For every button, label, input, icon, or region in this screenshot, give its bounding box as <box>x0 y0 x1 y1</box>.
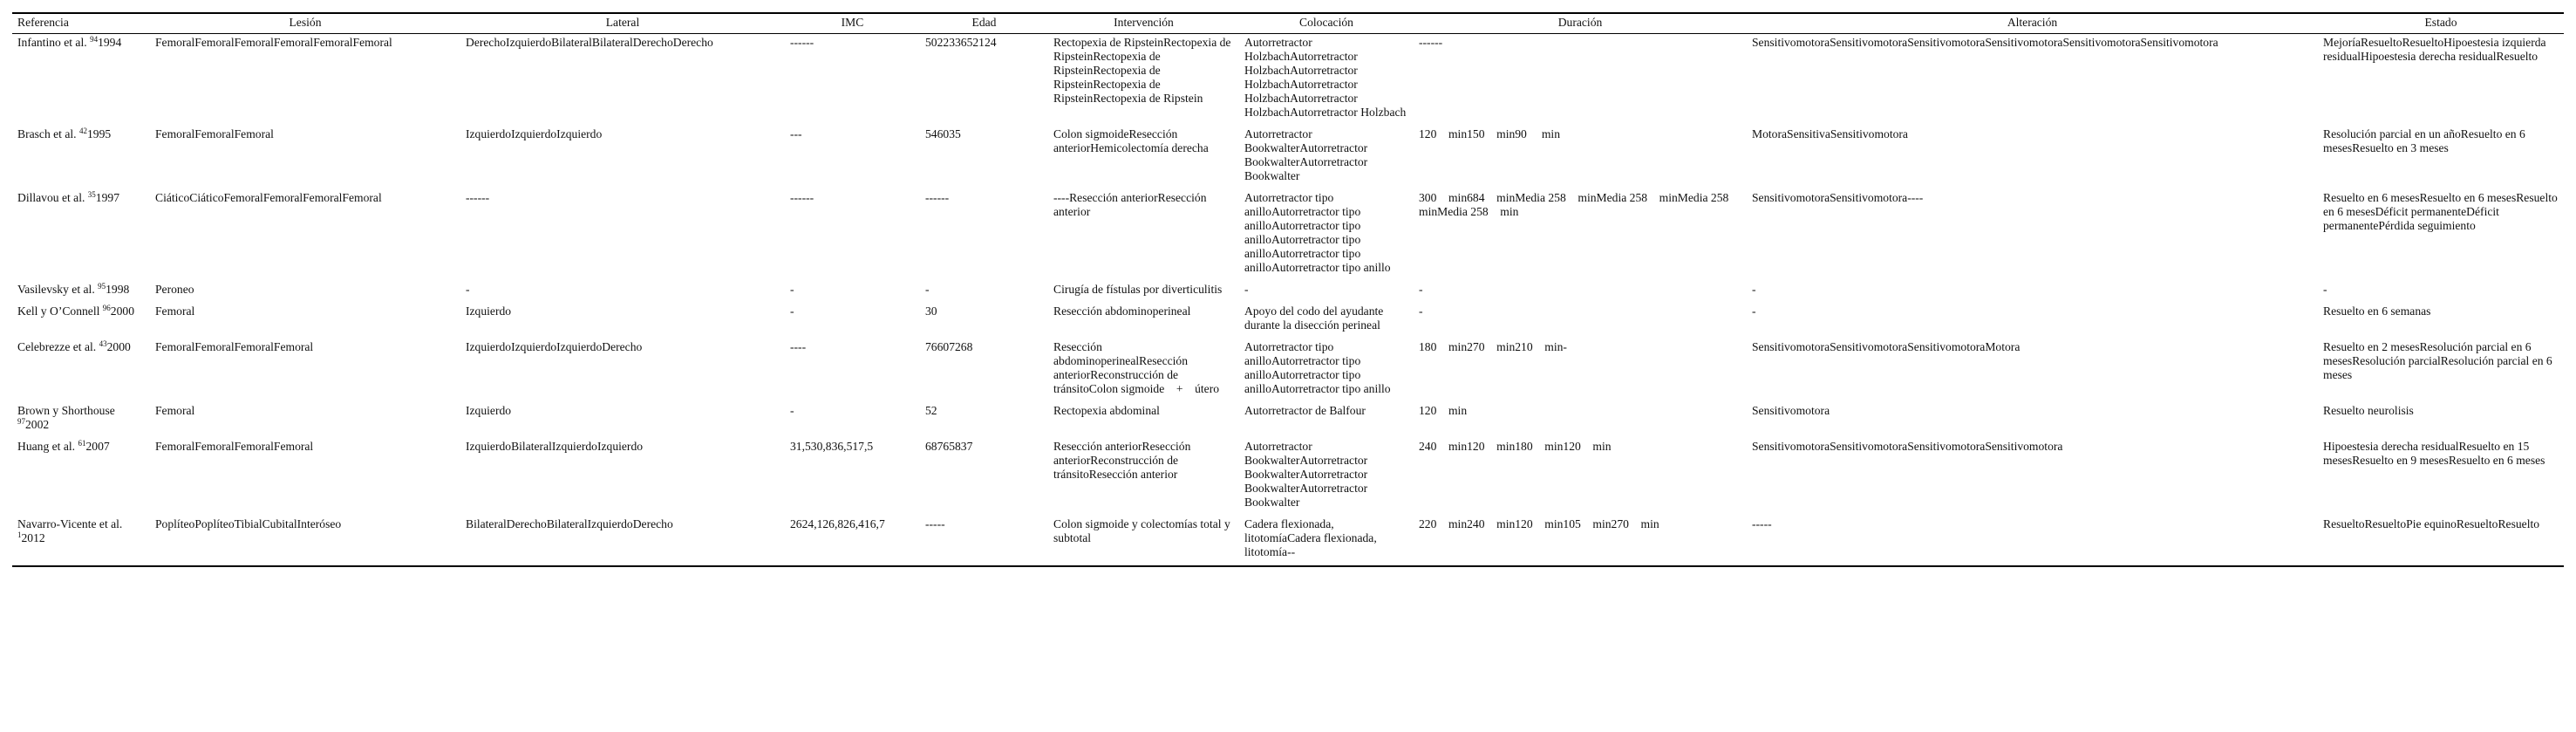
cell-lateral: Izquierdo <box>466 404 512 417</box>
cell-lesion: Peroneo <box>155 283 194 296</box>
cell-imc: - <box>790 304 794 318</box>
cell-intervencion: Resección abdominoperinealResección anteriorReconstrucción de tránsitoColon sigmoide + útero <box>1053 340 1220 395</box>
reference-year: 2002 <box>25 418 50 431</box>
cell-alteracion: SensitivomotoraSensitivomotoraSensitivomotoraSensitivomotoraSensitivomotoraSensitivomotora <box>1752 36 2218 49</box>
cell-estado: Resuelto en 2 mesesResolución parcial en 6 mesesResolución parcialResolución parcial en 6 meses <box>2323 340 2552 381</box>
cell-duracion: 220 min240 min120 min105 min270 min <box>1419 517 1659 530</box>
cell-lesion: CiáticoCiáticoFemoralFemoralFemoralFemoral <box>155 191 382 204</box>
cell-lesion: FemoralFemoralFemoralFemoral <box>155 340 314 353</box>
cell-imc: 31,530,836,517,5 <box>790 440 874 453</box>
table-row <box>12 339 2564 402</box>
cell-colocacion: Autorretractor BookwalterAutorretractor BookwalterAutorretractor Bookwalter <box>1244 127 1368 182</box>
table-body <box>12 34 2564 567</box>
column-header-edad: Edad <box>971 16 997 29</box>
cell-imc: 2624,126,826,416,7 <box>790 517 885 530</box>
cell-referencia <box>12 516 150 566</box>
cell-duracion: 300 min684 minMedia 258 minMedia 258 minMedia 258 minMedia 258 min <box>1419 191 1741 218</box>
cell-colocacion: Autorretractor de Balfour <box>1244 404 1366 417</box>
table-row <box>12 126 2564 189</box>
table-row <box>12 438 2564 516</box>
reference-year: 1997 <box>95 191 119 204</box>
cell-estado: ResueltoResueltoPie equinoResueltoResuelto <box>2323 517 2540 530</box>
cell-edad: ------ <box>925 191 950 204</box>
cell-imc: --- <box>790 127 802 140</box>
cell-edad: - <box>925 283 930 296</box>
reference-authors: Dillavou et al. <box>17 191 85 204</box>
cell-referencia <box>12 339 150 402</box>
cell-alteracion: MotoraSensitivaSensitivomotora <box>1752 127 1908 140</box>
cell-lateral: Izquierdo <box>466 304 512 318</box>
cell-edad: 502233652124 <box>925 36 997 49</box>
cell-referencia <box>12 438 150 516</box>
reference-citation-number: 42 <box>78 127 87 135</box>
cell-alteracion: SensitivomotoraSensitivomotoraSensitivomotoraMotora <box>1752 340 2021 353</box>
cell-colocacion: Autorretractor tipo anilloAutorretractor tipo anilloAutorretractor tipo anilloAutorretractor tipo anilloAutorretractor tipo anilloAutorretractor tipo anillo <box>1244 191 1391 274</box>
cell-lesion: Femoral <box>155 304 195 318</box>
cell-edad: 52 <box>925 404 937 417</box>
reference-citation-number: 95 <box>98 282 106 291</box>
cell-lateral: IzquierdoIzquierdoIzquierdoDerecho <box>466 340 643 353</box>
cell-lesion: Femoral <box>155 404 195 417</box>
cell-duracion: - <box>1419 304 1423 318</box>
reference-citation-number: 1 <box>17 530 22 539</box>
reference-authors: Vasilevsky et al. <box>17 283 95 296</box>
header-row <box>12 13 2564 34</box>
cell-edad: 68765837 <box>925 440 973 453</box>
table-row <box>12 189 2564 281</box>
cell-lateral: IzquierdoIzquierdoIzquierdo <box>466 127 603 140</box>
reference-year: 2012 <box>21 531 45 544</box>
cell-lesion: PoplíteoPoplíteoTibialCubitalInteróseo <box>155 517 342 530</box>
cell-imc: ------ <box>790 191 814 204</box>
table-row <box>12 303 2564 339</box>
column-header-lateral: Lateral <box>605 16 640 29</box>
cell-referencia <box>12 34 150 127</box>
column-header-imc: IMC <box>841 16 864 29</box>
cell-estado: Resuelto en 6 mesesResuelto en 6 mesesResuelto en 6 mesesDéficit permanenteDéficit permanentePérdida seguimiento <box>2323 191 2558 232</box>
cell-alteracion: SensitivomotoraSensitivomotoraSensitivomotoraSensitivomotora <box>1752 440 2063 453</box>
cell-imc: - <box>790 404 794 417</box>
reference-citation-number: 97 <box>17 417 25 426</box>
column-header-alteracion: Alteración <box>2007 16 2058 29</box>
cell-colocacion: Autorretractor BookwalterAutorretractor BookwalterAutorretractor BookwalterAutorretractor Bookwalter <box>1244 440 1368 509</box>
cell-alteracion: SensitivomotoraSensitivomotora---- <box>1752 191 1924 204</box>
table-row <box>12 34 2564 127</box>
cell-referencia <box>12 189 150 281</box>
cell-alteracion: ----- <box>1752 517 1772 530</box>
table-row <box>12 516 2564 566</box>
cell-lesion: FemoralFemoralFemoralFemoral <box>155 440 314 453</box>
cell-alteracion: - <box>1752 304 1756 318</box>
cell-colocacion: Autorretractor tipo anilloAutorretractor tipo anilloAutorretractor tipo anilloAutorretractor tipo anillo <box>1244 340 1391 395</box>
cell-estado: Resuelto en 6 semanas <box>2323 304 2431 318</box>
cell-colocacion: Autorretractor HolzbachAutorretractor HolzbachAutorretractor HolzbachAutorretractor HolzbachAutorretractor HolzbachAutorretractor Holzbach <box>1244 36 1407 119</box>
cell-duracion: 180 min270 min210 min- <box>1419 340 1567 353</box>
reference-year: 2000 <box>110 304 134 318</box>
cell-edad: ----- <box>925 517 945 530</box>
data-table <box>12 12 2564 567</box>
cell-edad: 76607268 <box>925 340 973 353</box>
reference-authors: Brown y Shorthouse <box>17 404 115 417</box>
reference-citation-number: 61 <box>78 439 86 448</box>
cell-duracion: ------ <box>1419 36 1443 49</box>
cell-lateral: ------ <box>466 191 490 204</box>
column-header-estado: Estado <box>2424 16 2457 29</box>
column-header-intervencion: Intervención <box>1114 16 1174 29</box>
cell-lesion: FemoralFemoralFemoral <box>155 127 274 140</box>
cell-intervencion: Colon sigmoide y colectomías total y subtotal <box>1053 517 1234 544</box>
column-header-lesion: Lesión <box>289 16 322 29</box>
table-row <box>12 281 2564 303</box>
cell-lateral: BilateralDerechoBilateralIzquierdoDerecho <box>466 517 673 530</box>
reference-year: 1995 <box>86 127 112 140</box>
cell-imc: ---- <box>790 340 807 353</box>
cell-duracion: - <box>1419 283 1423 296</box>
reference-year: 2007 <box>85 440 110 453</box>
cell-colocacion: Cadera flexionada, litotomíaCadera flexionada, litotomía-- <box>1244 517 1377 558</box>
cell-intervencion: ----Resección anteriorResección anterior <box>1053 191 1210 218</box>
cell-intervencion: Cirugía de fístulas por diverticulitis <box>1053 283 1223 296</box>
reference-authors: Kell y O’Connell <box>17 304 100 318</box>
reference-year: 2000 <box>106 340 131 353</box>
column-header-duracion: Duración <box>1557 16 1603 29</box>
reference-citation-number: 96 <box>102 304 111 312</box>
cell-intervencion: Resección anteriorResección anteriorReconstrucción de tránsitoResección anterior <box>1053 440 1194 481</box>
cell-estado: Resuelto neurolisis <box>2323 404 2414 417</box>
cell-lesion: FemoralFemoralFemoralFemoralFemoralFemoral <box>155 36 392 49</box>
cell-duracion: 120 min150 min90 min <box>1419 127 1560 140</box>
cell-colocacion: - <box>1244 283 1249 296</box>
cell-duracion: 120 min <box>1419 404 1468 417</box>
column-header-colocacion: Colocación <box>1299 16 1353 29</box>
reference-citation-number: 43 <box>99 339 107 348</box>
cell-alteracion: - <box>1752 283 1756 296</box>
cell-estado: Resolución parcial en un añoResuelto en 6 mesesResuelto en 3 meses <box>2323 127 2525 154</box>
reference-citation-number: 35 <box>87 190 96 199</box>
cell-duracion: 240 min120 min180 min120 min <box>1419 440 1612 453</box>
table-row <box>12 402 2564 438</box>
cell-lateral: - <box>466 283 470 296</box>
reference-year: 1998 <box>106 283 130 296</box>
cell-colocacion: Apoyo del codo del ayudante durante la disección perineal <box>1244 304 1384 332</box>
cell-referencia <box>12 281 150 303</box>
reference-citation-number: 94 <box>90 35 99 44</box>
cell-estado: Hipoestesia derecha residualResuelto en 15 mesesResuelto en 9 mesesResuelto en 6 meses <box>2323 440 2545 467</box>
cell-referencia <box>12 303 150 339</box>
cell-referencia <box>12 126 150 189</box>
cell-intervencion: Colon sigmoideResección anteriorHemicolectomía derecha <box>1053 127 1209 154</box>
reference-authors: Huang et al. <box>17 440 76 453</box>
cell-intervencion: Resección abdominoperineal <box>1053 304 1191 318</box>
cell-alteracion: Sensitivomotora <box>1752 404 1830 417</box>
cell-estado: MejoríaResueltoResueltoHipoestesia izquierda residualHipoestesia derecha residualResuelto <box>2323 36 2546 63</box>
reference-authors: Navarro-Vicente et al. <box>17 517 123 530</box>
cell-referencia <box>12 402 150 438</box>
column-header-referencia: Referencia <box>17 16 69 29</box>
reference-year: 1994 <box>98 36 122 49</box>
cell-edad: 546035 <box>925 127 961 140</box>
cell-intervencion: Rectopexia de RipsteinRectopexia de RipsteinRectopexia de RipsteinRectopexia de RipsteinRectopexia de RipsteinRectopexia de Ripstein <box>1053 36 1234 105</box>
cell-lateral: DerechoIzquierdoBilateralBilateralDerechoDerecho <box>466 36 713 49</box>
cell-lateral: IzquierdoBilateralIzquierdoIzquierdo <box>466 440 644 453</box>
cell-estado: - <box>2323 283 2327 296</box>
reference-authors: Celebrezze et al. <box>17 340 97 353</box>
cell-edad: 30 <box>925 304 937 318</box>
reference-authors: Infantino et al. <box>17 36 87 49</box>
cell-imc: ------ <box>790 36 814 49</box>
cell-imc: - <box>790 283 794 296</box>
cell-intervencion: Rectopexia abdominal <box>1053 404 1160 417</box>
reference-authors: Brasch et al. <box>17 127 77 140</box>
